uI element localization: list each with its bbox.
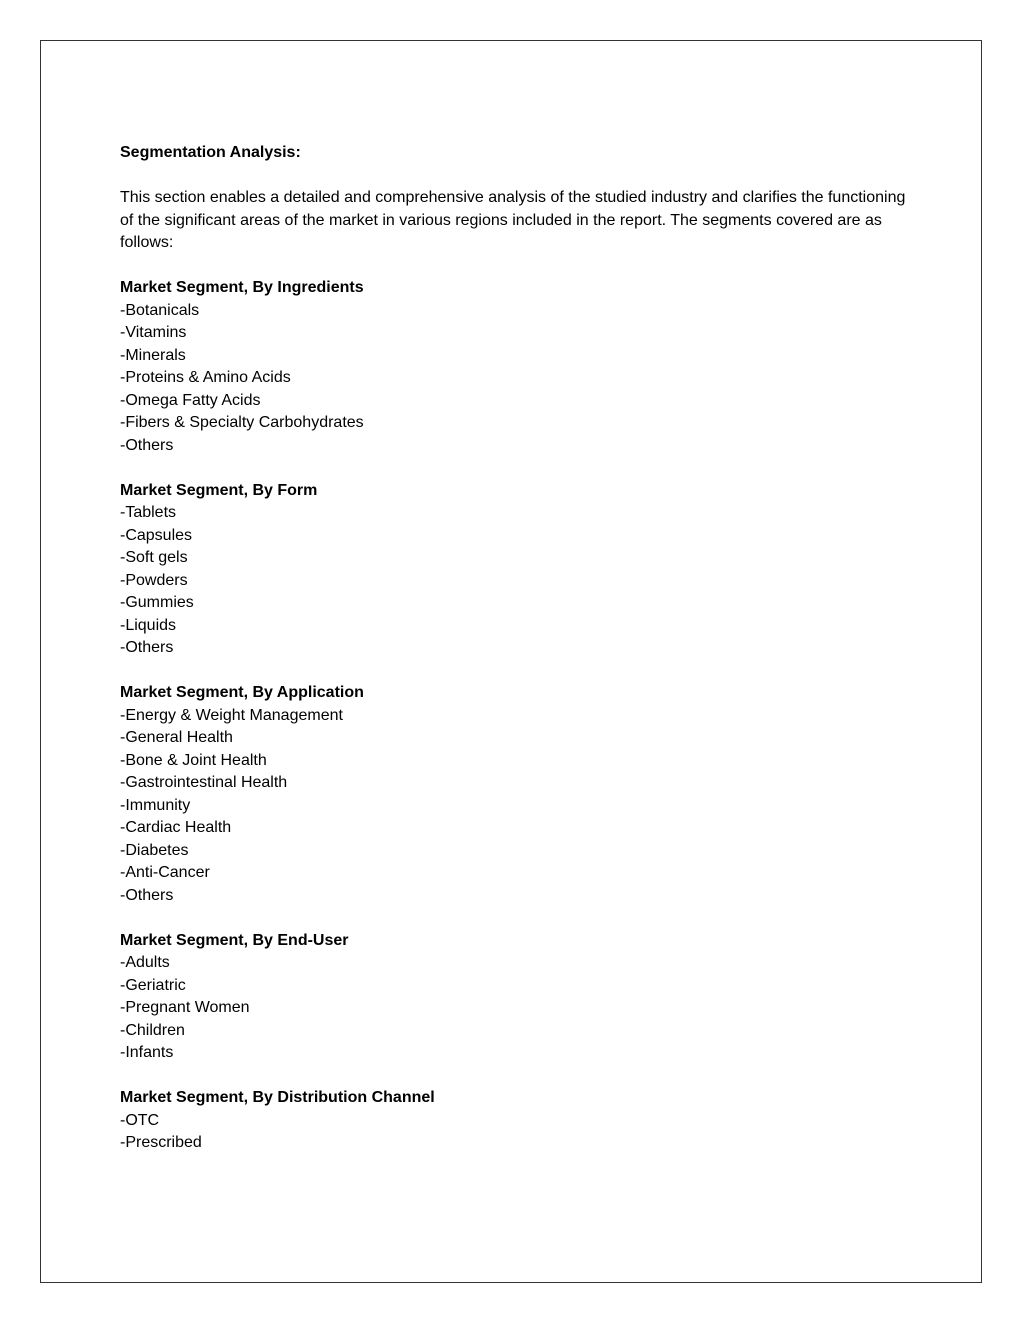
- segment-section: [120, 1087, 910, 1155]
- segment-section: [120, 277, 910, 457]
- list-item: -Bone & Joint Health: [120, 751, 267, 769]
- list-item: -Energy & Weight Management: [120, 706, 343, 724]
- list-item: -Infants: [120, 1044, 174, 1061]
- list-item: -Others: [120, 436, 174, 454]
- list-item: -Tablets: [120, 504, 177, 521]
- list-item: -Gummies: [120, 594, 194, 611]
- segments-container: [120, 255, 910, 1155]
- spacer: [120, 1065, 910, 1088]
- list-item: -Minerals: [120, 346, 186, 364]
- list-item: -Anti-Cancer: [120, 864, 210, 881]
- segment-list: [120, 1110, 910, 1155]
- list-item: -Others: [120, 886, 174, 904]
- spacer: [120, 457, 910, 480]
- segment-title: Market Segment, By Application: [120, 684, 364, 701]
- list-item: -Liquids: [120, 616, 177, 634]
- segment-list: [120, 705, 910, 908]
- segment-list: [120, 502, 910, 660]
- segment-list: [120, 952, 910, 1065]
- segment-title: Market Segment, By End-User: [120, 931, 349, 949]
- spacer: [120, 907, 910, 930]
- list-item: -Capsules: [120, 526, 193, 544]
- segment-section: [120, 682, 910, 907]
- list-item: -Diabetes: [120, 841, 189, 859]
- spacer: [120, 660, 910, 683]
- segment-title: Market Segment, By Form: [120, 481, 318, 499]
- list-item: -Others: [120, 639, 174, 656]
- list-item: -Proteins & Amino Acids: [120, 369, 291, 386]
- segment-title: Market Segment, By Distribution Channel: [120, 1089, 435, 1106]
- list-item: -Pregnant Women: [120, 999, 250, 1016]
- segment-section: [120, 480, 910, 660]
- list-item: -Powders: [120, 571, 188, 589]
- list-item: -Fibers & Specialty Carbohydrates: [120, 414, 364, 431]
- list-item: -Immunity: [120, 796, 191, 814]
- list-item: -Cardiac Health: [120, 819, 232, 836]
- list-item: -Children: [120, 1021, 185, 1039]
- segment-title: Market Segment, By Ingredients: [120, 279, 364, 296]
- list-item: -Botanicals: [120, 301, 200, 319]
- list-item: -Gastrointestinal Health: [120, 774, 288, 791]
- list-item: -Vitamins: [120, 324, 187, 341]
- list-item: -Soft gels: [120, 549, 188, 566]
- spacer: [120, 165, 910, 188]
- list-item: -Omega Fatty Acids: [120, 391, 261, 409]
- list-item: -Prescribed: [120, 1134, 202, 1151]
- list-item: -Geriatric: [120, 976, 186, 994]
- list-item: -General Health: [120, 729, 233, 746]
- list-item: -Adults: [120, 954, 170, 971]
- section-heading: Segmentation Analysis:: [120, 144, 301, 161]
- segment-list: [120, 300, 910, 458]
- segment-section: [120, 930, 910, 1065]
- list-item: -OTC: [120, 1111, 160, 1129]
- spacer: [120, 255, 910, 278]
- document-content: [120, 142, 910, 1155]
- intro-paragraph: This section enables a detailed and comprehensive analysis of the studied industry and clarifies the functioning of the significant areas of the market in various regions included in the report. The segments covered are as follows:: [120, 189, 906, 251]
